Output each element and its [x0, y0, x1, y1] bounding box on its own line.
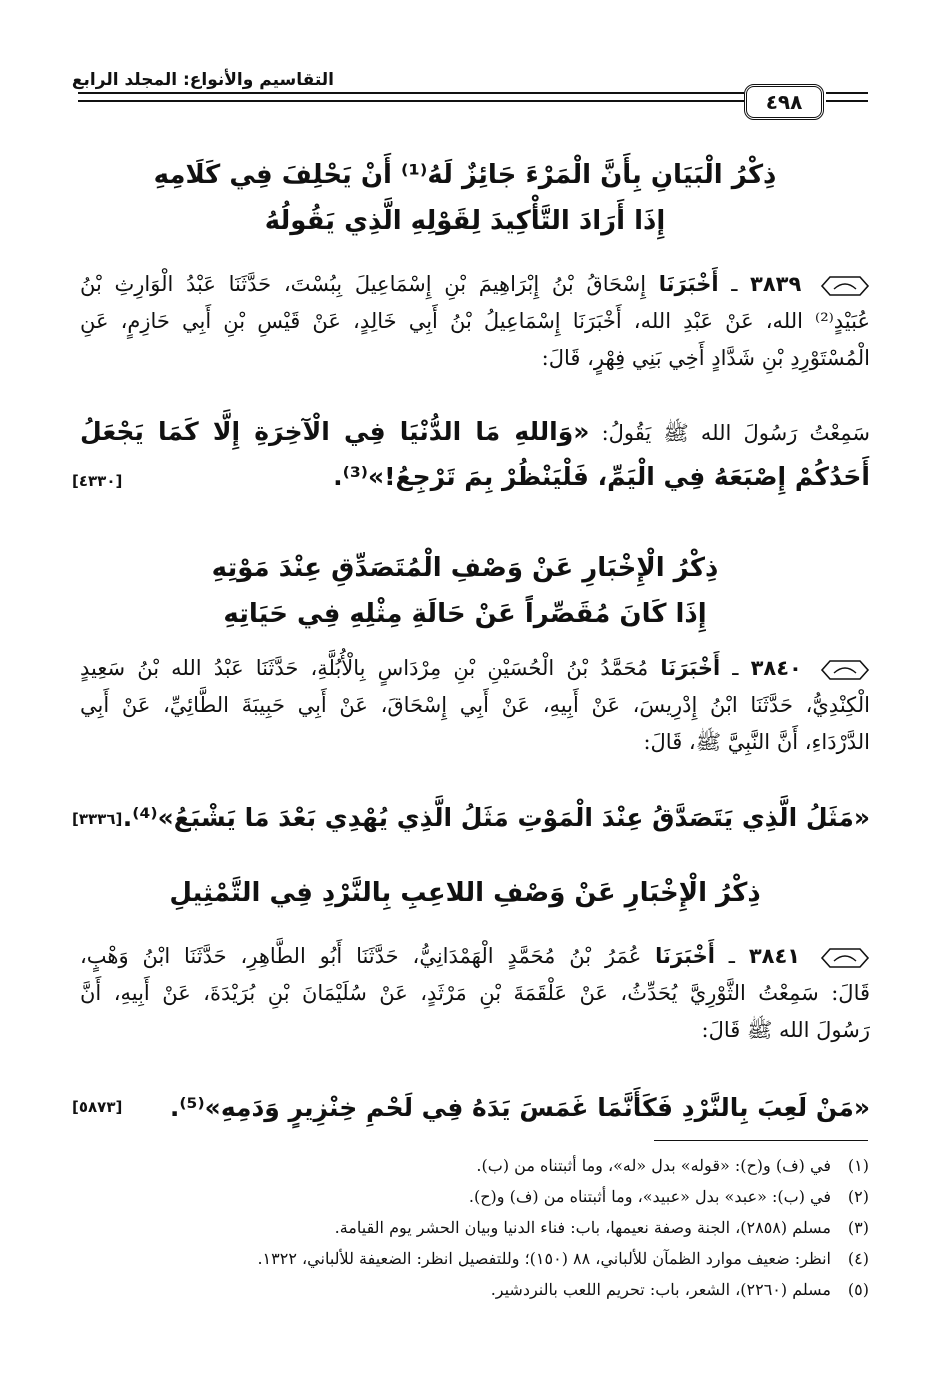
- heading-line: ذِكْرُ الْإِخْبَارِ عَنْ وَصْفِ الْمُتَصَدِّقِ عِنْدَ مَوْتِهِ: [211, 553, 719, 583]
- matn-text: «مَثَلُ الَّذِي يَتَصَدَّقُ عِنْدَ الْمَوْتِ مَثَلُ الَّذِي يُهْدِي بَعْدَ مَا يَشْبَعُ»⁽⁴⁾.: [122, 803, 870, 832]
- hadith-dash: ـ: [718, 272, 751, 296]
- akhbarana-ornament-icon: [820, 659, 870, 681]
- footnote-text: انظر: ضعيف موارد الظمآن للألباني، ٨٨ (١٥٠)؛ وللتفصيل انظر: الضعيفة للألباني، ١٣٢٢.: [257, 1249, 831, 1268]
- hadith-matn: [80, 410, 870, 499]
- footnote: [69, 1212, 869, 1243]
- akhbarana-label: أَخْبَرَنَا: [660, 656, 721, 680]
- heading-line: ذِكْرُ الْبَيَانِ بِأَنَّ الْمَرْءَ جَائِزٌ لَهُ⁽¹⁾ أَنْ يَحْلِفَ فِي كَلَامِهِ: [153, 160, 777, 190]
- hadith-isnad: [80, 650, 870, 761]
- footnote: [69, 1150, 869, 1181]
- heading-line: إِذَا أَرَادَ التَّأْكِيدَ لِقَوْلِهِ الَّذِي يَقُولُهُ: [264, 206, 666, 236]
- page-number: ٤٩٨: [744, 84, 824, 120]
- footnote: [69, 1274, 869, 1305]
- hadith-number: ٣٨٣٩: [750, 272, 802, 296]
- cross-reference: [٣٣٣٦]: [72, 810, 123, 828]
- hadith-number: ٣٨٤١: [748, 944, 801, 968]
- cross-reference: [٥٨٧٣]: [72, 1098, 123, 1116]
- matn-text: أَحَدُكُمْ إِصْبَعَهُ فِي الْيَمِّ، فَلْيَنْظُرْ بِمَ تَرْجِعُ!»⁽³⁾.: [333, 462, 870, 491]
- isnad-line: الدَّرْدَاءِ، أَنَّ النَّبِيَّ ﷺ، قَالَ:: [643, 730, 870, 754]
- heading-line: ذِكْرُ الْإِخْبَارِ عَنْ وَصْفِ اللاعِبِ بِالنَّرْدِ فِي التَّمْثِيلِ: [169, 878, 761, 908]
- akhbarana-ornament-icon: [820, 275, 870, 297]
- footnote-number: (٤): [847, 1249, 869, 1268]
- hadith-dash: ـ: [714, 944, 749, 968]
- isnad-line: قَالَ: سَمِعْتُ الثَّوْرِيَّ يُحَدِّثُ، عَنْ عَلْقَمَةَ بْنِ مَرْثَدٍ، عَنْ سُلَيْمَانَ بْنِ بُرَيْدَةَ، عَنْ أَبِيهِ، أَنَّ: [80, 981, 870, 1005]
- footnote-text: في (ب): «عبد» بدل «عبيد»، وما أثبتناه من (ف) و(ح).: [468, 1187, 831, 1206]
- akhbarana-ornament-icon: [820, 947, 870, 969]
- hadith-matn: [80, 1086, 870, 1130]
- matn-intro: سَمِعْتُ رَسُولَ الله ﷺ يَقُولُ:: [589, 421, 870, 445]
- isnad-text: عُمَرُ بْنُ مُحَمَّدٍ الْهَمْدَانِيُّ، حَدَّثَنَا أَبُو الطَّاهِرِ، حَدَّثَنَا ابْنُ وَهْبٍ،: [80, 944, 642, 968]
- hadith-number: ٣٨٤٠: [750, 656, 802, 680]
- footnote-rule: [654, 1140, 868, 1141]
- hadith-dash: ـ: [720, 656, 751, 680]
- footnote-number: (٥): [847, 1280, 869, 1299]
- hadith-isnad: [80, 938, 870, 1049]
- hadith-isnad: [80, 266, 870, 377]
- header-rule-right: [826, 92, 868, 102]
- chapter-heading: [100, 152, 830, 244]
- footnote: [69, 1243, 869, 1274]
- header-rule-left: [78, 92, 744, 102]
- running-title: التقاسيم والأنواع: المجلد الرابع: [71, 70, 334, 90]
- footnote-text: مسلم (٢٨٥٨)، الجنة وصفة نعيمها، باب: فناء الدنيا وبيان الحشر يوم القيامة.: [334, 1218, 831, 1237]
- akhbarana-label: أَخْبَرَنَا: [658, 272, 719, 296]
- isnad-text: مُحَمَّدُ بْنُ الْحُسَيْنِ بْنِ مِرْدَاسٍ بِالْأُبُلَّةِ، حَدَّثَنَا عَبْدُ الله بْنُ سَعِيدٍ: [80, 656, 649, 680]
- footnote-text: مسلم (٢٢٦٠)، الشعر، باب: تحريم اللعب بالنردشير.: [490, 1280, 831, 1299]
- chapter-heading: [100, 545, 830, 637]
- cross-reference: [٤٣٣٠]: [72, 472, 123, 490]
- akhbarana-label: أَخْبَرَنَا: [655, 944, 715, 968]
- heading-line: إِذَا كَانَ مُقَصِّراً عَنْ حَالَةِ مِثْلِهِ فِي حَيَاتِهِ: [223, 599, 707, 629]
- footnotes: [69, 1150, 869, 1305]
- matn-text: «وَاللهِ مَا الدُّنْيَا فِي الْآخِرَةِ إِلَّا كَمَا يَجْعَلُ: [80, 417, 590, 446]
- isnad-text: إِسْحَاقُ بْنُ إِبْرَاهِيمَ بْنِ إِسْمَاعِيلَ بِبُسْتَ، حَدَّثَنَا عَبْدُ الْوَارِثِ بْنُ: [80, 272, 647, 296]
- isnad-line: رَسُولَ الله ﷺ قَالَ:: [701, 1018, 870, 1042]
- footnote-text: في (ف) و(ح): «قوله» بدل «له»، وما أثبتناه من (ب).: [476, 1156, 831, 1175]
- chapter-heading: [100, 870, 830, 916]
- footnote-number: (١): [847, 1156, 869, 1175]
- matn-text: «مَنْ لَعِبَ بِالنَّرْدِ فَكَأَنَّمَا غَمَسَ يَدَهُ فِي لَحْمِ خِنْزِيرٍ وَدَمِهِ»⁽⁵⁾.: [169, 1093, 870, 1122]
- isnad-line: الْمُسْتَوْرِدِ بْنِ شَدَّادٍ أَخِي بَنِي فِهْرٍ، قَالَ:: [541, 346, 870, 370]
- footnote-number: (٢): [847, 1187, 869, 1206]
- isnad-line: الْكِنْدِيُّ، حَدَّثَنَا ابْنُ إِدْرِيسَ، عَنْ أَبِيهِ، عَنْ أَبِي إِسْحَاقَ، عَنْ أَبِي حَبِيبَةَ الطَّائِيِّ، عَنْ أَبِي: [80, 693, 870, 717]
- isnad-line: عُبَيْدٍ⁽²⁾ الله، عَنْ عَبْدِ الله، أَخْبَرَنَا إِسْمَاعِيلُ بْنُ أَبِي خَالِدٍ، عَنْ قَيْسِ بْنِ أَبِي حَازِمٍ، عَنِ: [80, 309, 870, 333]
- footnote-number: (٣): [847, 1218, 869, 1237]
- hadith-matn: [80, 796, 870, 840]
- footnote: [69, 1181, 869, 1212]
